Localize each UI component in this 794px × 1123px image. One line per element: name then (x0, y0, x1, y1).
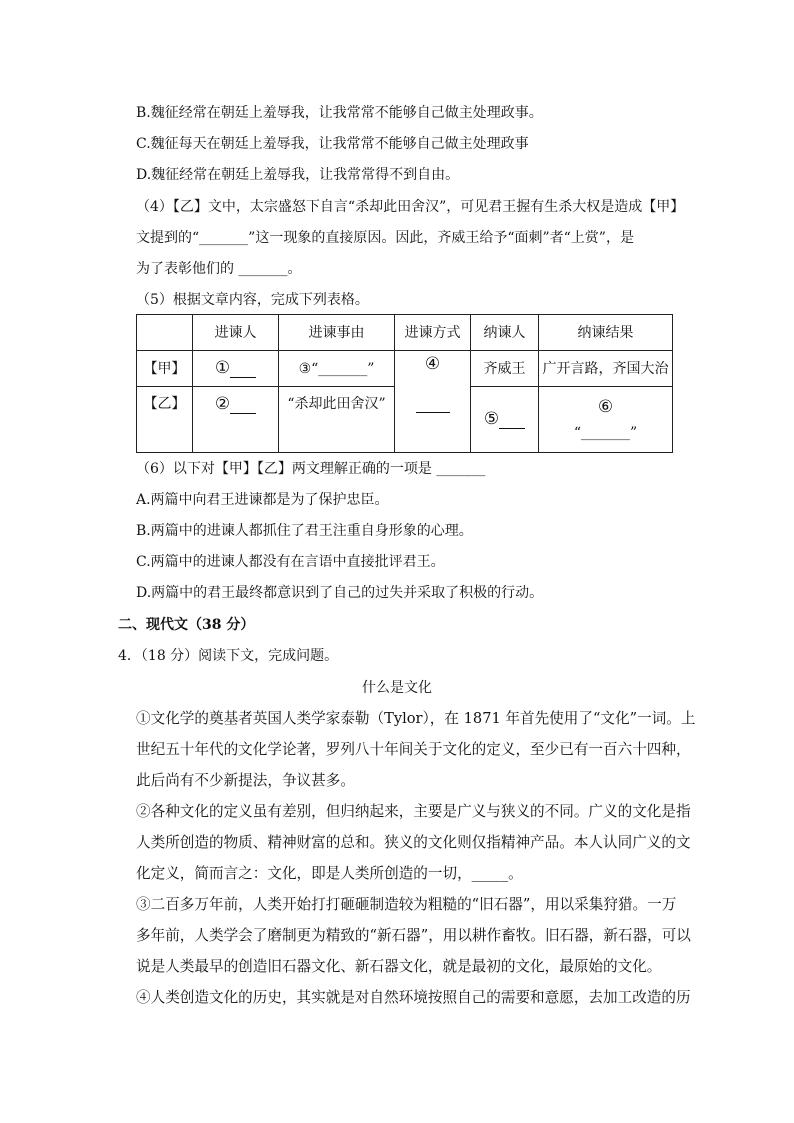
blank-6: “_______” (573, 424, 638, 441)
para-3-line-3: 说是人类最早的创造旧石器文化、新石器文化，就是最初的文化，最原始的文化。 (136, 958, 662, 975)
blank-1[interactable] (230, 363, 256, 378)
para-1-line-3: 此后尚有不少新提法，争议甚多。 (136, 772, 355, 789)
cell-reason-yi: “杀却此田舍汉” (279, 387, 395, 453)
table-header-advisor: 进谏人 (193, 315, 279, 351)
table-header-result: 纳谏结果 (539, 315, 673, 351)
cell-advisor-jia (193, 351, 279, 387)
cell-advisor-yi (193, 387, 279, 453)
option-d: D.魏征经常在朝廷上羞辱我，让我常常得不到自由。 (136, 167, 460, 183)
table-header-empty (137, 315, 193, 351)
table-header-receiver: 纳谏人 (471, 315, 539, 351)
para-4-line-1: ④人类创造文化的历史，其实就是对自然环境按照自己的需要和意愿，去加工改造的历 (136, 989, 691, 1006)
para-3-line-1: ③二百多万年前，人类开始打打砸砸制造较为粗糙的“旧石器”，用以采集狩猎。一万 (136, 896, 677, 913)
row-label-jia: 【甲】 (137, 351, 193, 387)
question-5-prompt: （5）根据文章内容，完成下列表格。 (136, 292, 369, 308)
article-title: 什么是文化 (362, 680, 432, 696)
question-4-line-2: 文提到的“_______”这一现象的直接原因。因此，齐威王给予“面刺”者“上赏”，是 (136, 230, 634, 246)
para-2-line-2: 人类所创造的物质、精神财富的总和。狭义的文化则仅指精神产品。本人认同广义的文 (136, 834, 691, 851)
blank-2[interactable] (230, 399, 256, 414)
para-3-line-2: 多年前，人类学会了磨制更为精致的“新石器”，用以耕作畜牧。旧石器，新石器，可以 (136, 927, 691, 944)
q6-option-d: D.两篇中的君王最终都意识到了自己的过失并采取了积极的行动。 (136, 585, 544, 601)
marker-2: ② (214, 394, 231, 414)
para-1-line-1: ①文化学的奠基者英国人类学家泰勒（Tylor），在 1871 年首先使用了“文化”一词。上 (136, 710, 696, 727)
table-header-reason: 进谏事由 (279, 315, 395, 351)
question-6-prompt: （6）以下对【甲】【乙】两文理解正确的一项是 _______ (136, 461, 486, 477)
q6-option-a: A.两篇中向君王进谏都是为了保护忠臣。 (136, 492, 389, 508)
table-row-jia (137, 351, 673, 387)
marker-6: ⑥ (597, 396, 614, 417)
option-c: C.魏征每天在朝廷上羞辱我，让我常常不能够自己做主处理政事 (136, 136, 529, 152)
para-2-line-3: 化定义，简而言之：文化，即是人类所创造的一切，_____。 (136, 865, 523, 882)
table-header-method: 进谏方式 (395, 315, 471, 351)
marker-4: ④ (424, 354, 441, 374)
question-4-line-1: （4）【乙】文中，太宗盛怒下自言“杀却此田舍汉”，可见君王握有生杀大权是造成【甲】 (136, 199, 685, 215)
summary-table (136, 314, 673, 453)
cell-result-yi (539, 387, 673, 453)
cell-reason-jia: ③“_______” (279, 351, 395, 387)
option-b: B.魏征经常在朝廷上羞辱我，让我常常不能够自己做主处理政事。 (136, 105, 543, 121)
cell-result-jia: 广开言路，齐国大治 (539, 351, 673, 387)
para-1-line-2: 世纪五十年代的文化学论著，罗列八十年间关于文化的定义，至少已有一百六十四种， (136, 741, 691, 758)
cell-receiver-yi (471, 387, 539, 453)
blank-5[interactable] (499, 414, 525, 429)
q6-option-c: C.两篇中的进谏人都没有在言语中直接批评君王。 (136, 554, 445, 570)
marker-5: ⑤ (483, 409, 500, 429)
marker-1: ① (214, 358, 231, 378)
cell-method-merged (395, 351, 471, 453)
q6-option-b: B.两篇中的进谏人都抓住了君王注重自身形象的心理。 (136, 523, 473, 539)
cell-receiver-jia: 齐威王 (471, 351, 539, 387)
question-4-line-3: 为了表彰他们的 _______。 (136, 261, 302, 277)
question-4-intro: 4．（18 分）阅读下文，完成问题。 (118, 648, 339, 664)
blank-4[interactable] (416, 398, 450, 413)
section-heading: 二、现代文（38 分） (118, 617, 255, 633)
table-header-row (137, 315, 673, 351)
para-2-line-1: ②各种文化的定义虽有差别，但归纳起来，主要是广义与狭义的不同。广义的文化是指 (136, 803, 691, 820)
row-label-yi: 【乙】 (137, 387, 193, 453)
